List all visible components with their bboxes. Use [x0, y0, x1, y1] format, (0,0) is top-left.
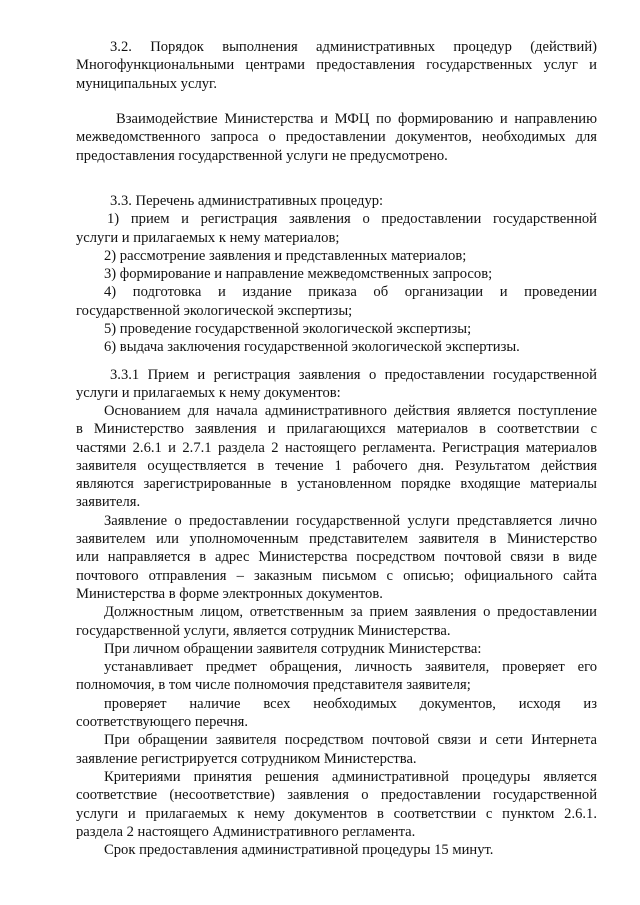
paragraph-line: услуги и прилагаемых к нему документов в соответствии с пунктом 2.6.1. — [76, 805, 597, 822]
paragraph-line: При личном обращении заявителя сотрудник Министерства: — [104, 640, 482, 657]
paragraph-line: Заявление о предоставлении государственной услуги представляется лично — [104, 512, 597, 529]
procedure-item: 1) прием и регистрация заявления о предоставлении государственной — [107, 211, 597, 228]
paragraph-line: устанавливает предмет обращения, личность заявителя, проверяет его — [104, 659, 597, 676]
paragraph-line: полномочия, в том числе полномочия представителя заявителя; — [76, 677, 471, 694]
paragraph-line: проверяет наличие всех необходимых документов, исходя из — [104, 695, 597, 712]
paragraph-line: Критериями принятия решения административной процедуры является — [104, 768, 597, 785]
paragraph-line: заявителем или уполномоченным представителем заявителя в Министерство — [76, 531, 597, 548]
paragraph-line: или направляется в адрес Министерства посредством почтовой связи в виде — [76, 549, 597, 566]
paragraph-line: являются зарегистрированные в установленном порядке входящие материалы — [76, 476, 597, 493]
section-3-2 — [76, 38, 597, 93]
interaction-note-line: межведомственного запроса о предоставлении документов, необходимых для — [76, 129, 597, 146]
procedure-item-cont: государственной экологической экспертизы; — [76, 302, 353, 319]
section-3-2-line: муниципальных услуг. — [76, 75, 218, 92]
procedure-item: 6) выдача заключения государственной экологической экспертизы. — [104, 339, 520, 356]
paragraph-line: частями 2.6.1 и 2.7.1 раздела 2 настоящего регламента. Регистрация материалов — [76, 439, 597, 456]
procedure-item-cont: услуги и прилагаемых к нему материалов; — [76, 229, 340, 246]
paragraph-line: Должностным лицом, ответственным за прием заявления о предоставлении — [104, 604, 597, 621]
procedure-item: 4) подготовка и издание приказа об организации и проведении — [104, 284, 597, 301]
paragraph-line: заявителя. — [76, 494, 141, 511]
section-3-3-1-body — [76, 402, 597, 859]
section-3-2-line: Многофункциональными центрами предоставления государственных услуг и — [76, 57, 597, 74]
section-3-3 — [76, 192, 597, 357]
paragraph-line: почтового отправления – заказным письмом с описью; официального сайта — [76, 567, 597, 584]
paragraph-line: в Министерство заявления и прилагающихся материалов в соответствии с — [76, 421, 597, 438]
paragraph-line: Срок предоставления административной процедуры 15 минут. — [104, 842, 494, 859]
paragraph-line: заявление регистрируется сотрудником Министерства. — [76, 750, 417, 767]
procedure-item: 5) проведение государственной экологической экспертизы; — [104, 321, 472, 338]
paragraph-line: соответствие (несоответствие) заявления о предоставлении государственной — [76, 787, 597, 804]
paragraph-line: При обращении заявителя посредством почтовой связи и сети Интернета — [104, 732, 597, 749]
interaction-note-line: Взаимодействие Министерства и МФЦ по формированию и направлению — [116, 111, 597, 127]
procedure-item: 2) рассмотрение заявления и представленных материалов; — [104, 247, 467, 264]
section-3-2-line: 3.2. Порядок выполнения административных процедур (действий) — [110, 39, 597, 55]
paragraph-line: раздела 2 настоящего Административного регламента. — [76, 823, 416, 840]
procedure-item: 3) формирование и направление межведомственных запросов; — [104, 266, 493, 283]
paragraph-line: заявителя осуществляется в течение 1 рабочего дня. Результатом действия — [76, 457, 597, 474]
paragraph-line: соответствующего перечня. — [76, 714, 249, 731]
section-3-3-1-heading-line: 3.3.1 Прием и регистрация заявления о предоставлении государственной — [110, 367, 597, 383]
paragraph-line: государственной услуги, является сотрудник Министерства. — [76, 622, 451, 639]
section-3-3-heading: 3.3. Перечень административных процедур: — [110, 193, 384, 209]
paragraph-line: Министерства в форме электронных документов. — [76, 585, 383, 602]
section-3-3-1-heading — [76, 366, 597, 403]
section-3-3-1-heading-line: услуги и прилагаемых к нему документов: — [76, 385, 341, 402]
interaction-note-line: предоставления государственной услуги не предусмотрено. — [76, 147, 448, 164]
paragraph-line: Основанием для начала административного действия является поступление — [104, 403, 597, 419]
interaction-note — [76, 110, 597, 165]
